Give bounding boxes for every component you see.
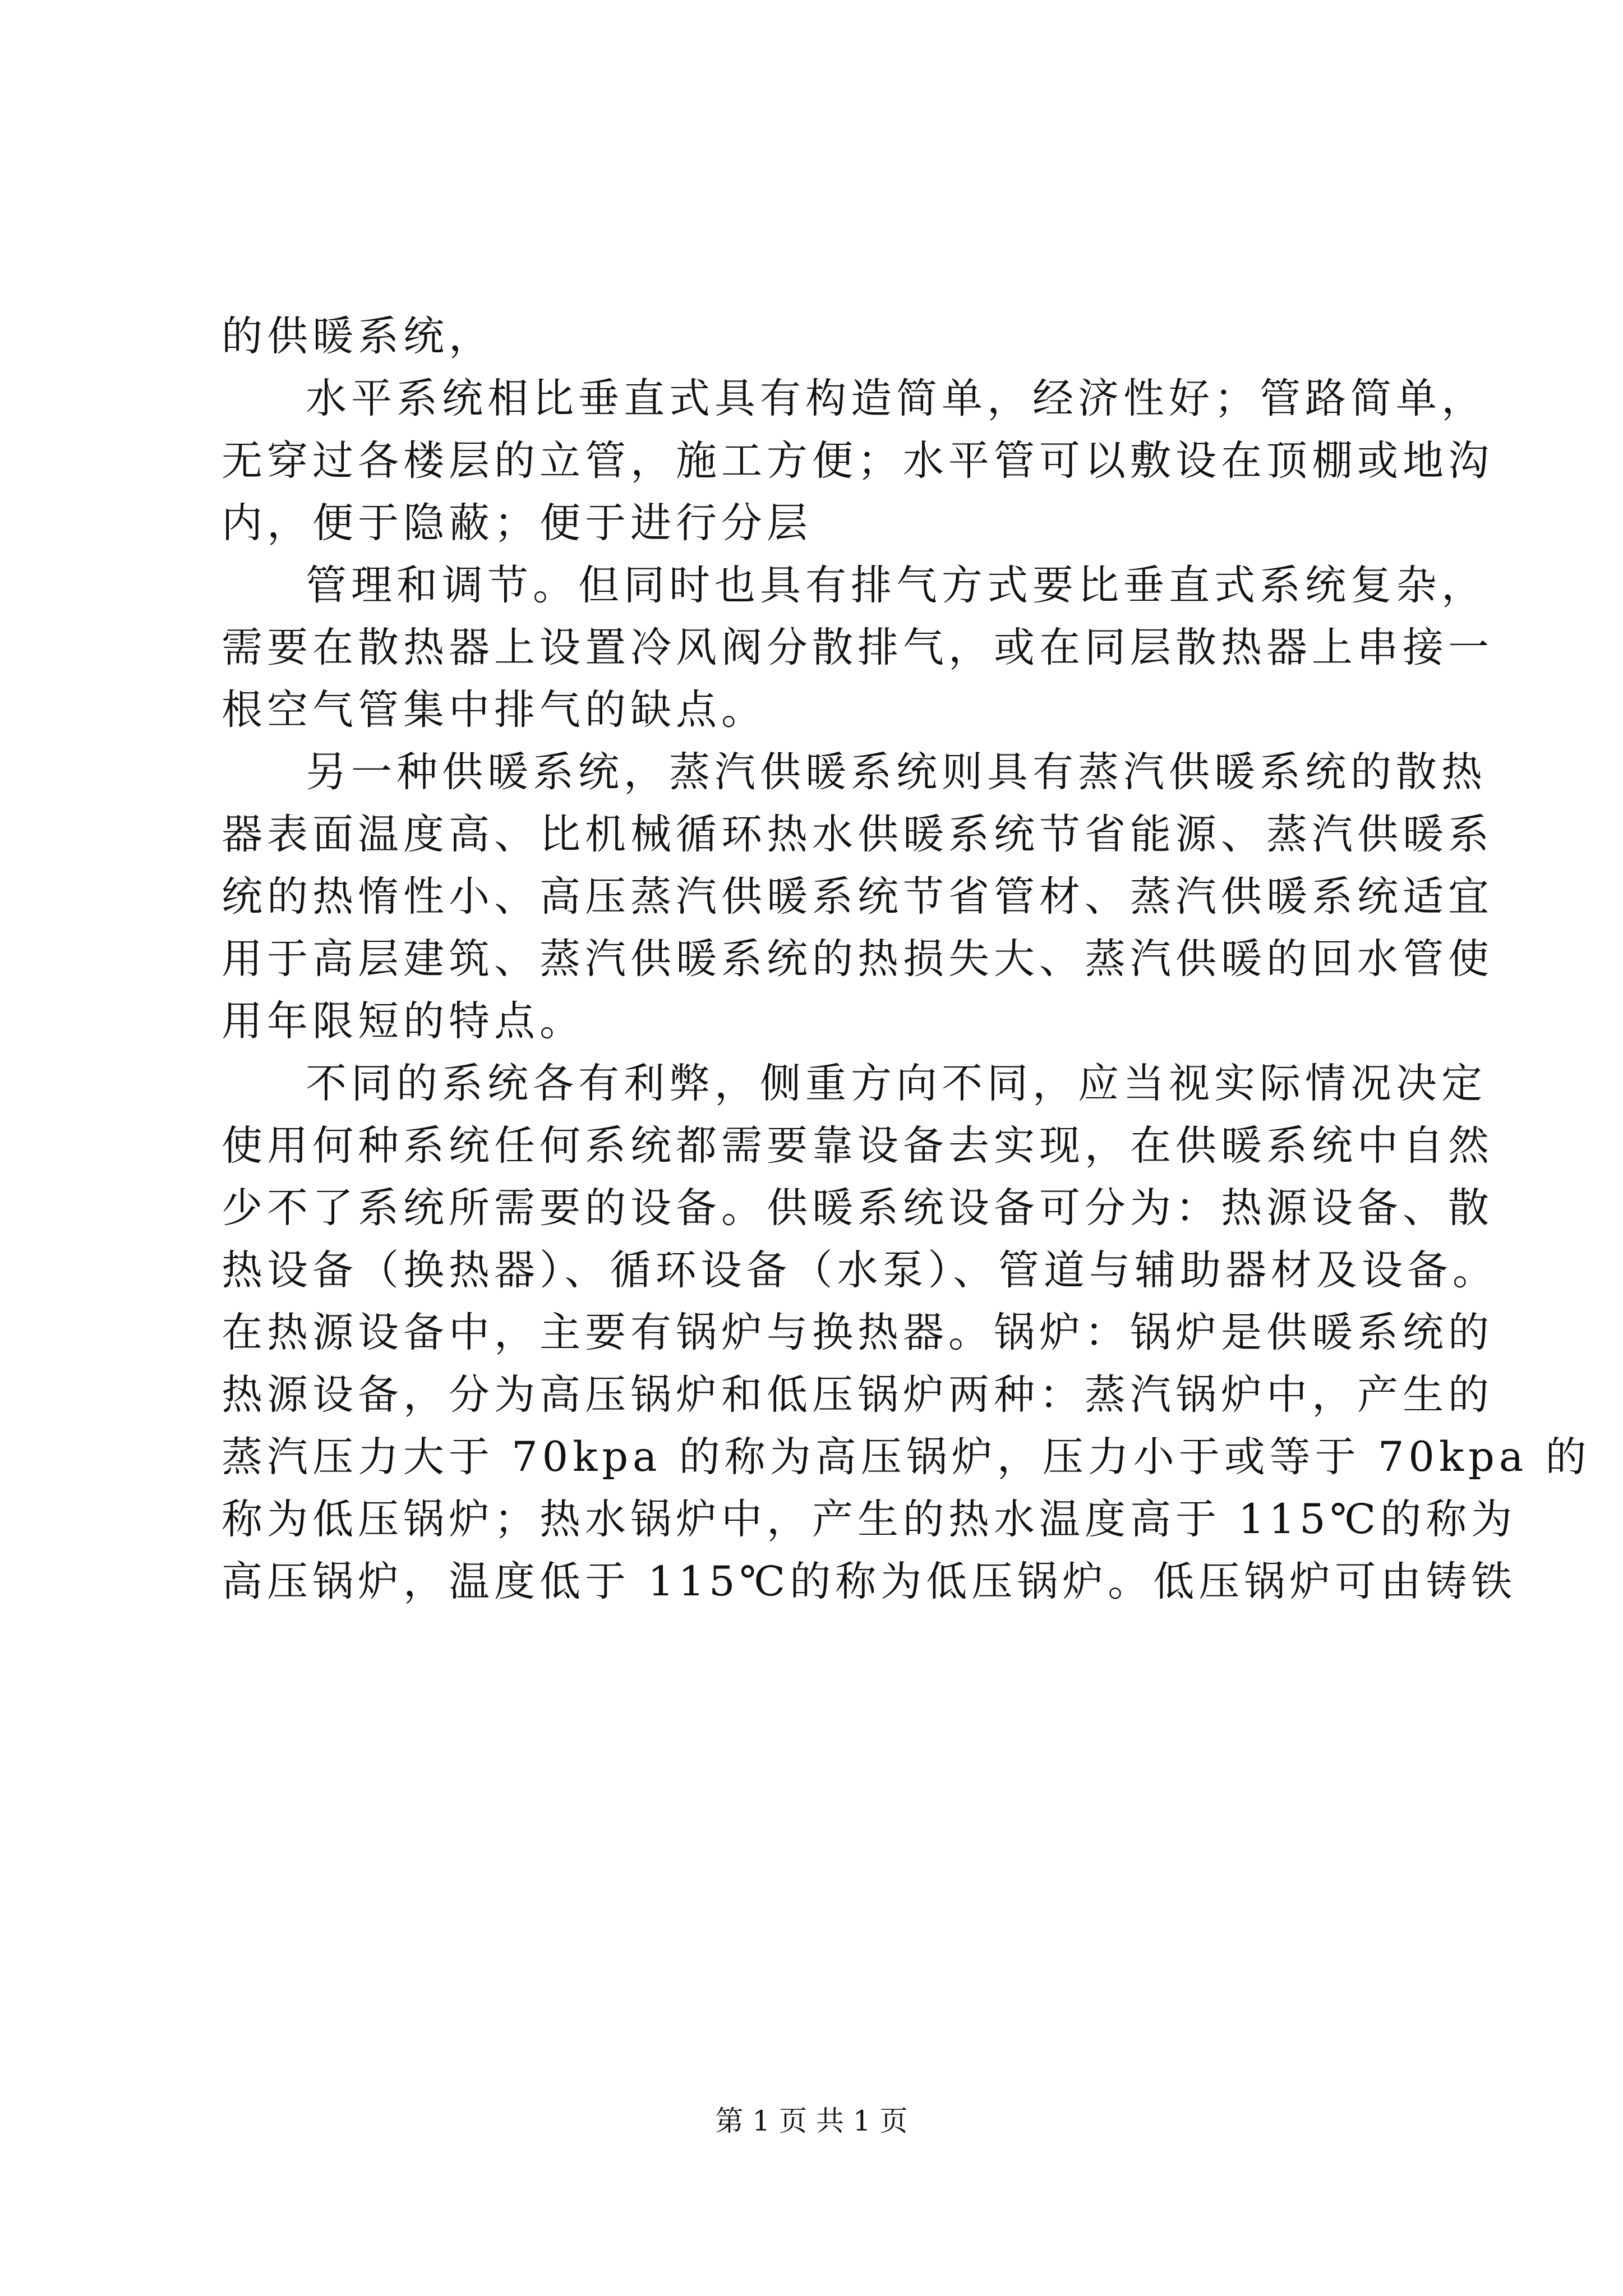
- text-line: 根空气管集中排气的缺点。: [222, 686, 767, 734]
- text-line: 统的热惰性小、高压蒸汽供暖系统节省管材、蒸汽供暖系统适宜: [222, 873, 1493, 921]
- text-line: 在热源设备中，主要有锅炉与换热器。锅炉：锅炉是供暖系统的: [222, 1309, 1493, 1356]
- text-line: 用年限短的特点。: [222, 997, 585, 1045]
- page-number-footer: 第 1 页 共 1 页: [715, 2105, 908, 2137]
- text-line: 热设备（换热器）、循环设备（水泵）、管道与辅助器材及设备。: [222, 1246, 1498, 1294]
- text-line: 的供暖系统，: [222, 312, 494, 360]
- paragraph-start-line: 水平系统相比垂直式具有构造简单，经济性好；管路简单，: [306, 375, 1487, 422]
- text-line: 内，便于隐蔽；便于进行分层: [222, 499, 812, 547]
- text-line: 需要在散热器上设置冷风阀分散排气，或在同层散热器上串接一: [222, 624, 1493, 671]
- text-line: 热源设备，分为高压锅炉和低压锅炉两种：蒸汽锅炉中，产生的: [222, 1371, 1493, 1419]
- text-line: 器表面温度高、比机械循环热水供暖系统节省能源、蒸汽供暖系: [222, 811, 1493, 858]
- paragraph-start-line: 管理和调节。但同时也具有排气方式要比垂直式系统复杂，: [306, 562, 1487, 609]
- text-line: 蒸汽压力大于 70kpa 的称为高压锅炉，压力小于或等于 70kpa 的: [222, 1433, 1591, 1481]
- text-line: 无穿过各楼层的立管，施工方便；水平管可以敷设在顶棚或地沟: [222, 437, 1493, 485]
- paragraph-start-line: 不同的系统各有利弊，侧重方向不同，应当视实际情况决定: [306, 1060, 1487, 1107]
- text-line: 使用何种系统任何系统都需要靠设备去实现，在供暖系统中自然: [222, 1122, 1493, 1170]
- text-line: 用于高层建筑、蒸汽供暖系统的热损失大、蒸汽供暖的回水管使: [222, 935, 1493, 983]
- paragraph-start-line: 另一种供暖系统，蒸汽供暖系统则具有蒸汽供暖系统的散热: [306, 748, 1487, 796]
- text-line: 少不了系统所需要的设备。供暖系统设备可分为：热源设备、散: [222, 1184, 1493, 1232]
- text-line: 称为低压锅炉；热水锅炉中，产生的热水温度高于 115℃的称为: [222, 1496, 1517, 1543]
- text-line: 高压锅炉，温度低于 115℃的称为低压锅炉。低压锅炉可由铸铁: [222, 1558, 1517, 1605]
